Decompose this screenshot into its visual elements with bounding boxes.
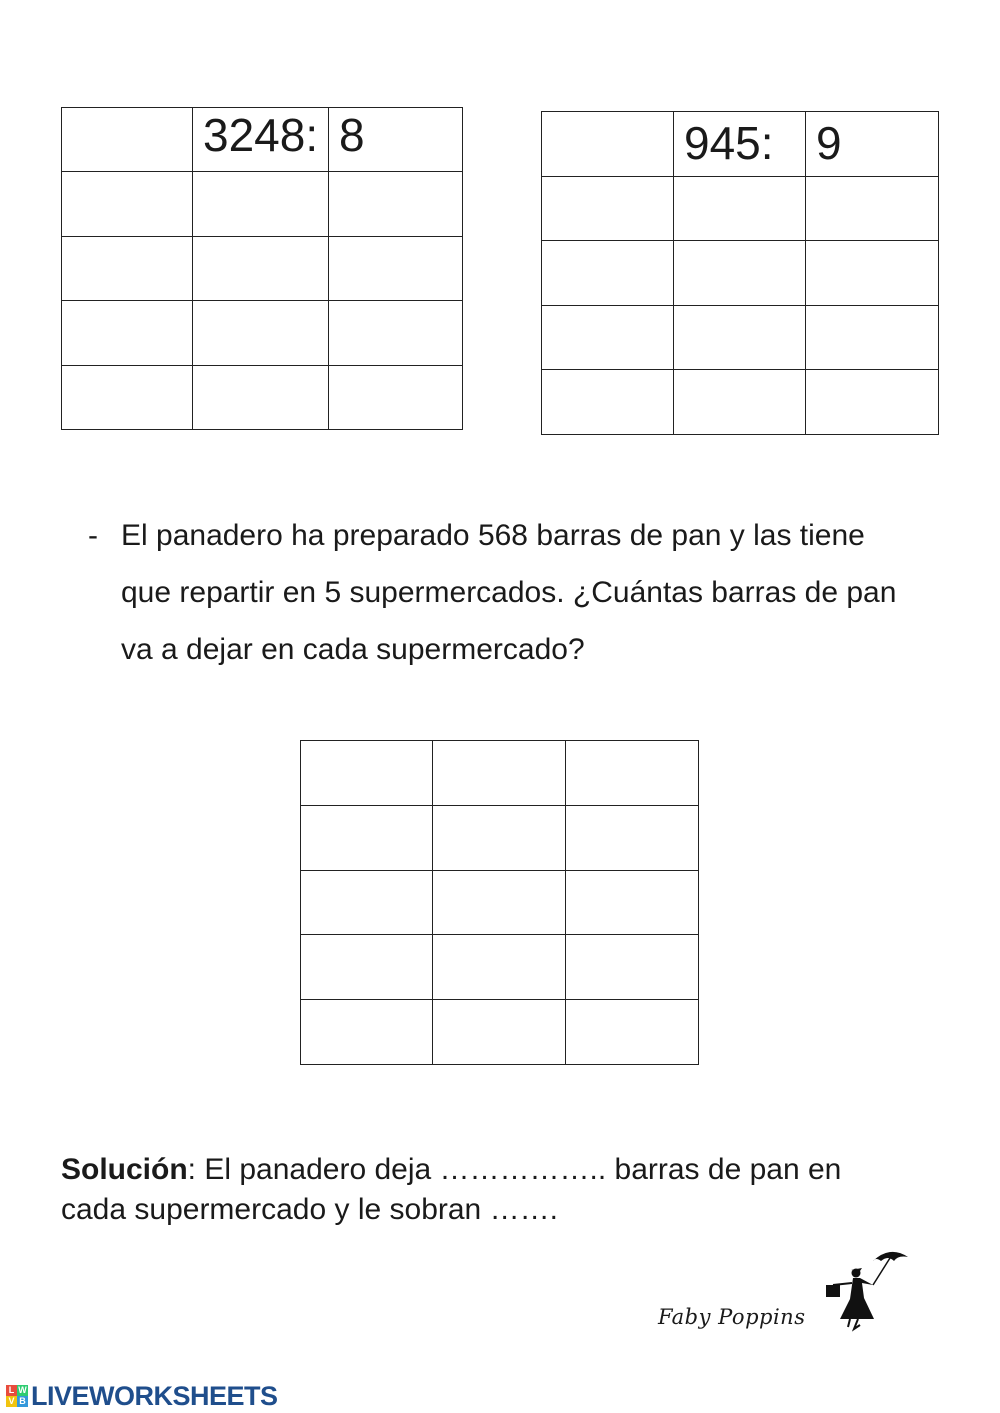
grid-cell[interactable] (542, 370, 674, 435)
division-grid-945-by-9 (541, 111, 939, 435)
grid-cell[interactable] (542, 177, 674, 241)
grid-cell[interactable] (542, 241, 674, 306)
grid-cell[interactable] (62, 237, 193, 301)
umbrella-lady-silhouette-icon (818, 1243, 913, 1333)
grid-cell[interactable] (62, 301, 193, 366)
word-problem (88, 507, 908, 678)
grid-cell[interactable] (329, 172, 463, 237)
liveworksheets-badge-icon: L W V B (6, 1385, 28, 1407)
grid-cell[interactable] (433, 871, 566, 935)
grid-cell[interactable] (674, 177, 806, 241)
grid-cell[interactable] (193, 366, 329, 430)
dividend-cell (193, 108, 329, 172)
grid-cell[interactable] (62, 366, 193, 430)
grid-cell[interactable] (433, 935, 566, 1000)
solution-text-line2: cada supermercado y le sobran ……. (61, 1193, 558, 1226)
grid-cell[interactable] (566, 1000, 699, 1065)
grid-cell[interactable] (566, 935, 699, 1000)
bullet-dash: - (88, 519, 98, 552)
grid-cell[interactable] (329, 237, 463, 301)
grid-cell[interactable] (542, 306, 674, 370)
solution-text-line1: : El panadero deja …………….. barras de pan en (187, 1153, 842, 1186)
grid-cell[interactable] (674, 370, 806, 435)
grid-cell[interactable] (806, 370, 939, 435)
grid-cell[interactable] (329, 301, 463, 366)
grid-cell[interactable] (806, 177, 939, 241)
author-signature: Faby Poppins (658, 1305, 806, 1329)
divisor-cell (329, 108, 463, 172)
grid-cell[interactable] (301, 935, 433, 1000)
divisor-text: 8 (339, 109, 365, 161)
grid-cell[interactable] (566, 741, 699, 806)
work-grid (300, 740, 699, 1065)
grid-cell[interactable] (329, 366, 463, 430)
liveworksheets-logo[interactable] (6, 1381, 278, 1411)
grid-cell[interactable] (433, 806, 566, 871)
grid-cell[interactable] (674, 306, 806, 370)
grid-cell[interactable] (433, 1000, 566, 1065)
grid-cell[interactable] (301, 741, 433, 806)
grid-cell[interactable] (806, 241, 939, 306)
grid-cell[interactable] (62, 172, 193, 237)
solution-label: Solución (61, 1153, 188, 1186)
grid-cell[interactable] (301, 871, 433, 935)
dividend-text: 3248: (203, 109, 319, 161)
grid-cell[interactable] (62, 108, 193, 172)
problem-text: El panadero ha preparado 568 barras de pan y las tiene que repartir en 5 supermercados. ¿Cuántas barras de pan va a dejar en cada supermercado? (121, 519, 897, 666)
divisor-text: 9 (816, 117, 842, 169)
grid-cell[interactable] (806, 306, 939, 370)
grid-cell[interactable] (301, 1000, 433, 1065)
grid-cell[interactable] (542, 112, 674, 177)
solution-sentence (61, 1150, 961, 1230)
grid-cell[interactable] (566, 806, 699, 871)
grid-cell[interactable] (193, 172, 329, 237)
division-grid-3248-by-8 (61, 107, 463, 430)
dividend-cell (674, 112, 806, 177)
dividend-text: 945: (684, 117, 774, 169)
grid-cell[interactable] (674, 241, 806, 306)
grid-cell[interactable] (566, 871, 699, 935)
grid-cell[interactable] (433, 741, 566, 806)
grid-cell[interactable] (193, 301, 329, 366)
grid-cell[interactable] (301, 806, 433, 871)
grid-cell[interactable] (193, 237, 329, 301)
brand-name: LIVEWORKSHEETS (31, 1380, 278, 1411)
divisor-cell (806, 112, 939, 177)
